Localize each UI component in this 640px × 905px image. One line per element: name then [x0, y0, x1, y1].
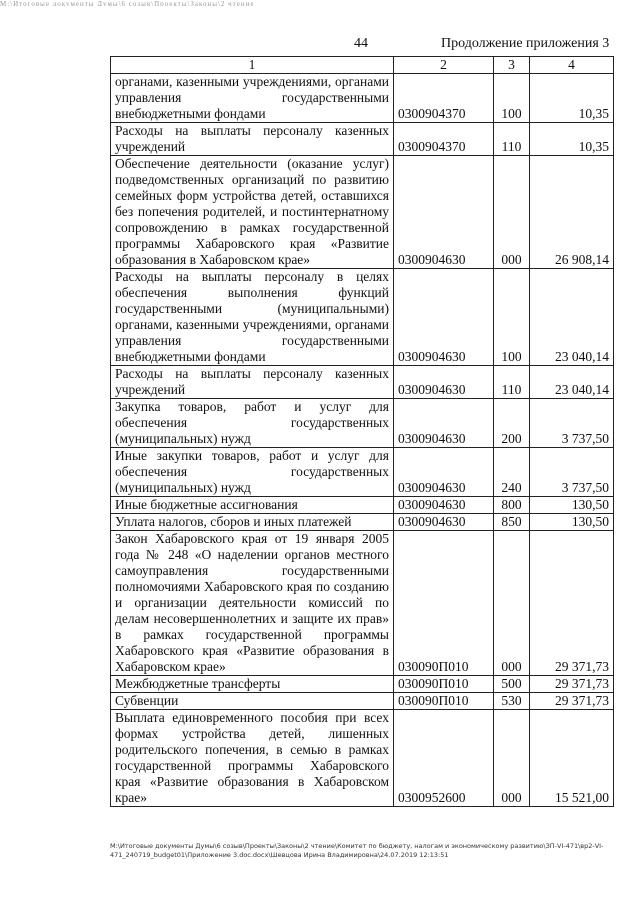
row-amount-cell: 29 371,73 [530, 693, 614, 710]
row-code-cell: 0300904630 [394, 156, 494, 269]
row-type-cell: 240 [494, 448, 530, 497]
table-row [111, 269, 614, 366]
row-code-cell: 0300904630 [394, 514, 494, 531]
row-code-cell: 030090П010 [394, 693, 494, 710]
table-row [111, 123, 614, 156]
row-amount-cell: 15 521,00 [530, 710, 614, 807]
row-name-cell: Закон Хабаровского края от 19 января 2005 года № 248 «О наделении органов местного самоуправления государственными полномочиями Хабаровского края по созданию и организации деятельности комиссий по делам несовершеннолетних и защите их прав» в рамках государственной программы Хабаровского края «Развитие образования в Хабаровском крае» [111, 531, 394, 676]
row-amount-cell: 130,50 [530, 497, 614, 514]
row-name-cell: Расходы на выплаты персоналу в целях обеспечения выполнения функций государственными (муниципальными) органами, казенными учреждениями, органами управления государственными внебюджетными фондами [111, 269, 394, 366]
row-amount-cell: 10,35 [530, 123, 614, 156]
row-type-cell: 530 [494, 693, 530, 710]
column-header: 4 [530, 57, 614, 74]
row-type-cell: 200 [494, 399, 530, 448]
row-code-cell: 0300904370 [394, 123, 494, 156]
row-code-cell: 0300904630 [394, 399, 494, 448]
table-row [111, 676, 614, 693]
row-name-cell: Выплата единовременного пособия при всех формах устройства детей, лишенных родительского попечения, в семью в рамках государственной программы Хабаровского края «Развитие образования в Хабаровском крае» [111, 710, 394, 807]
table-row [111, 531, 614, 676]
row-amount-cell: 10,35 [530, 74, 614, 123]
row-code-cell: 0300904630 [394, 269, 494, 366]
document-path-footer: М:\Итоговые документы Думы\6 созыв\Проекты\Законы\2 чтение\Комитет по бюджету, налогам и экономическому развитию\ЗП-VI-471\вр2-VI-471_240719_budget01\Приложение 3.doc.docx\Шевцова Ирина Владимировна\24.07.2019 12:13:51 [110, 842, 604, 859]
table-row [111, 693, 614, 710]
table-row [111, 156, 614, 269]
row-type-cell: 110 [494, 123, 530, 156]
table-row [111, 448, 614, 497]
column-header: 1 [111, 57, 394, 74]
clipped-top-line: М:\Итоговые документы Думы\6 созыв\Проекты\Законы\2 чтение [0, 0, 255, 6]
row-amount-cell: 130,50 [530, 514, 614, 531]
row-amount-cell: 3 737,50 [530, 399, 614, 448]
row-code-cell: 030090П010 [394, 676, 494, 693]
row-name-cell: Расходы на выплаты персоналу казенных учреждений [111, 366, 394, 399]
row-type-cell: 850 [494, 514, 530, 531]
row-name-cell: Иные закупки товаров, работ и услуг для обеспечения государственных (муниципальных) нужд [111, 448, 394, 497]
continuation-title: Продолжение приложения 3 [441, 36, 610, 51]
row-code-cell: 030090П010 [394, 531, 494, 676]
row-name-cell: Субвенции [111, 693, 394, 710]
row-name-cell: Уплата налогов, сборов и иных платежей [111, 514, 394, 531]
row-type-cell: 000 [494, 531, 530, 676]
row-type-cell: 000 [494, 156, 530, 269]
table-row [111, 497, 614, 514]
row-amount-cell: 29 371,73 [530, 676, 614, 693]
row-type-cell: 100 [494, 269, 530, 366]
row-type-cell: 100 [494, 74, 530, 123]
row-amount-cell: 26 908,14 [530, 156, 614, 269]
table-row [111, 74, 614, 123]
table-row [111, 399, 614, 448]
row-name-cell: Межбюджетные трансферты [111, 676, 394, 693]
row-code-cell: 0300904370 [394, 74, 494, 123]
row-type-cell: 800 [494, 497, 530, 514]
row-amount-cell: 23 040,14 [530, 269, 614, 366]
row-name-cell: Обеспечение деятельности (оказание услуг) подведомственных организаций по развитию семейных форм устройства детей, оставшихся без попечения родителей, и постинтернатному сопровождению в рамках государственной программы Хабаровского края «Развитие образования в Хабаровском крае» [111, 156, 394, 269]
table-row [111, 366, 614, 399]
column-header-row [111, 57, 614, 74]
row-amount-cell: 23 040,14 [530, 366, 614, 399]
row-amount-cell: 29 371,73 [530, 531, 614, 676]
row-code-cell: 0300904630 [394, 497, 494, 514]
budget-table [110, 56, 614, 807]
row-name-cell: Иные бюджетные ассигнования [111, 497, 394, 514]
row-code-cell: 0300904630 [394, 448, 494, 497]
table-row [111, 514, 614, 531]
row-name-cell: Расходы на выплаты персоналу казенных учреждений [111, 123, 394, 156]
row-amount-cell: 3 737,50 [530, 448, 614, 497]
row-type-cell: 000 [494, 710, 530, 807]
row-code-cell: 0300904630 [394, 366, 494, 399]
table-row [111, 710, 614, 807]
row-name-cell: органами, казенными учреждениями, органами управления государственными внебюджетными фондами [111, 74, 394, 123]
row-type-cell: 500 [494, 676, 530, 693]
column-header: 2 [394, 57, 494, 74]
row-type-cell: 110 [494, 366, 530, 399]
row-code-cell: 0300952600 [394, 710, 494, 807]
page-number: 44 [354, 36, 368, 51]
column-header: 3 [494, 57, 530, 74]
row-name-cell: Закупка товаров, работ и услуг для обеспечения государственных (муниципальных) нужд [111, 399, 394, 448]
